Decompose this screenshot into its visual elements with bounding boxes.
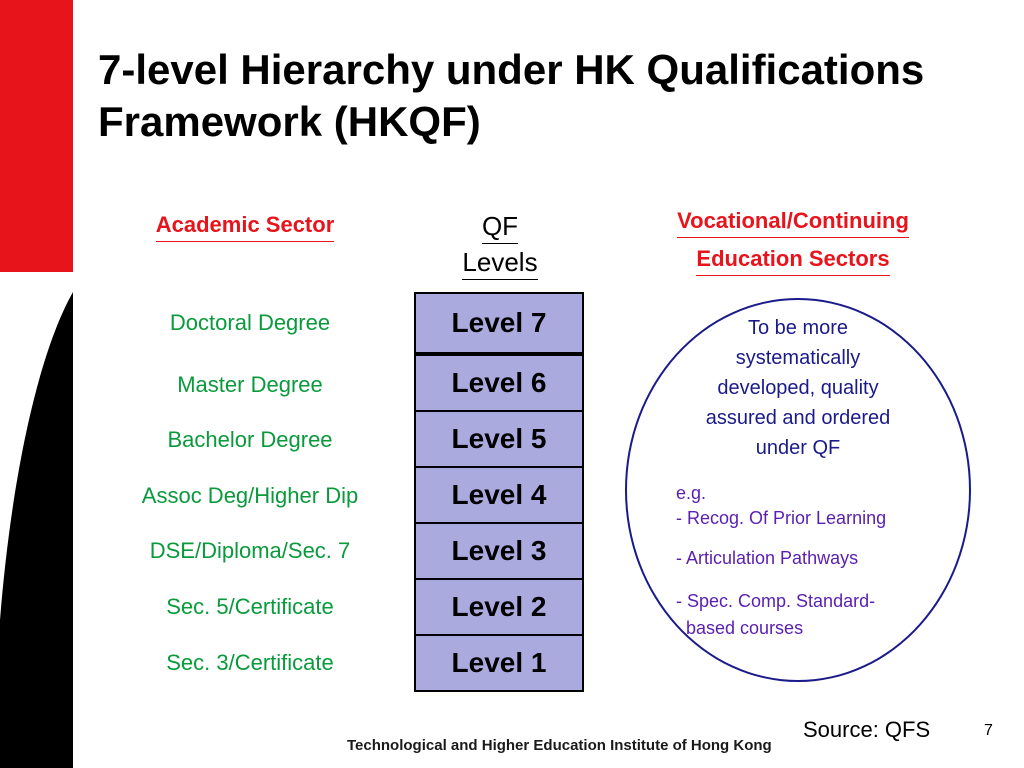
academic-item-5: Bachelor Degree: [167, 427, 333, 452]
qf-levels-header: [420, 208, 580, 280]
page-number: 7: [984, 722, 993, 739]
example-item: - Spec. Comp. Standard-: [676, 591, 876, 611]
vocational-label-line1: Vocational/Continuing: [677, 208, 909, 238]
level-7-box: Level 7: [414, 292, 584, 354]
qf-label: QF: [482, 211, 518, 244]
academic-sector-label: Academic Sector: [156, 212, 335, 242]
level-2-box: Level 2: [414, 578, 584, 636]
footer-institute-name: Technological and Higher Education Institute of Hong Kong: [347, 737, 772, 754]
vocational-desc-line: under QF: [755, 437, 841, 459]
vocational-desc-line: developed, quality: [717, 377, 879, 399]
example-item: - Articulation Pathways: [676, 548, 859, 568]
page-title: 7-level Hierarchy under HK Qualifications Framework (HKQF): [98, 46, 925, 145]
level-5-box: Level 5: [414, 410, 584, 468]
left-decor-band: [0, 0, 75, 768]
level-4-box: Level 4: [414, 466, 584, 524]
source-note: Source: QFS: [803, 717, 931, 742]
vocational-sector-header: [620, 202, 966, 278]
example-item: - Recog. Of Prior Learning: [676, 508, 887, 528]
academic-item-4: Assoc Deg/Higher Dip: [141, 483, 359, 508]
academic-sector-header: [120, 212, 370, 238]
academic-item-7: Doctoral Degree: [169, 310, 331, 335]
level-6-box: Level 6: [414, 354, 584, 412]
vocational-label-line2: Education Sectors: [696, 246, 889, 276]
vocational-description: [668, 313, 928, 463]
academic-item-6: Master Degree: [177, 372, 323, 397]
level-3-box: Level 3: [414, 522, 584, 580]
vocational-desc-line: systematically: [735, 347, 861, 369]
levels-label: Levels: [462, 247, 537, 280]
vocational-desc-line: assured and ordered: [705, 407, 891, 429]
example-label: e.g.: [676, 483, 707, 503]
vocational-desc-line: To be more: [747, 317, 849, 339]
level-1-box: Level 1: [414, 634, 584, 692]
example-item: based courses: [676, 618, 804, 638]
red-band: [0, 0, 73, 272]
academic-item-1: Sec. 3/Certificate: [166, 650, 334, 675]
academic-item-2: Sec. 5/Certificate: [166, 594, 334, 619]
academic-item-3: DSE/Diploma/Sec. 7: [149, 538, 351, 563]
